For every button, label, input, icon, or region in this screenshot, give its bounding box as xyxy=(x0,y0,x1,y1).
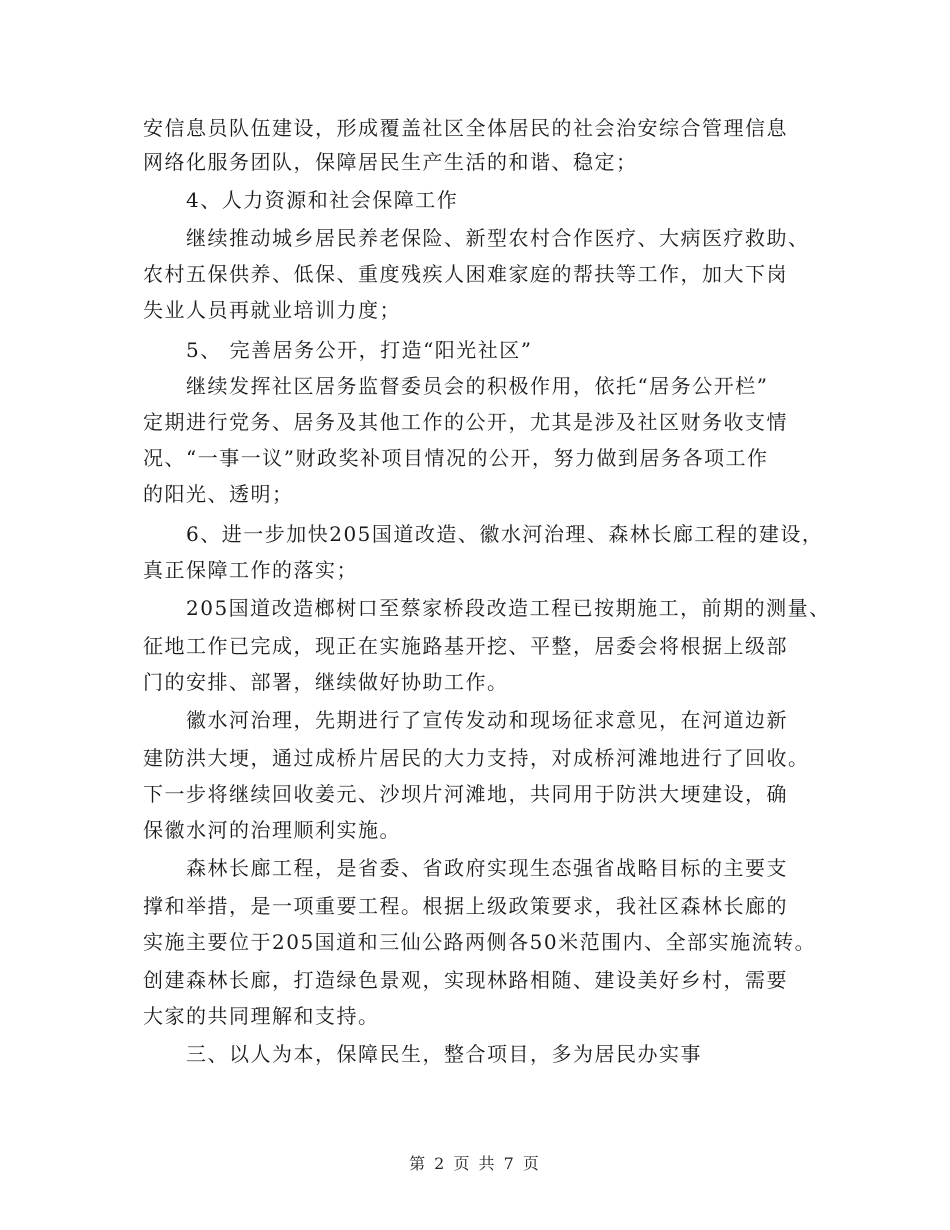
body-line-18: 建防洪大埂，通过成桥片居民的大力支持，对成桥河滩地进行了回收。 xyxy=(143,746,810,770)
body-line-4: 继续推动城乡居民养老保险、新型农村合作医疗、大病医疗救助、 xyxy=(186,226,810,250)
body-line-17: 徽水河治理，先期进行了宣传发动和现场征求意见，在河道边新 xyxy=(186,708,788,732)
body-line-2: 网络化服务团队，保障居民生产生活的和谐、稳定； xyxy=(143,150,638,174)
body-line-5: 农村五保供养、低保、重度残疾人困难家庭的帮扶等工作，加大下岗 xyxy=(143,262,788,286)
body-line-6: 失业人员再就业培训力度； xyxy=(143,298,401,322)
body-line-16: 门的安排、部署，继续做好协助工作。 xyxy=(143,670,509,694)
body-line-24: 创建森林长廊，打造绿色景观，实现林路相随、建设美好乡村，需要 xyxy=(143,968,788,992)
body-line-19: 下一步将继续回收姜元、沙坝片河滩地，共同用于防洪大埂建设，确 xyxy=(143,782,788,806)
page-number-footer: 第 2 页 共 7 页 xyxy=(409,1154,541,1173)
section-heading-5: 5、 完善居务公开，打造“阳光社区” xyxy=(186,338,533,362)
body-line-9: 定期进行党务、居务及其他工作的公开，尤其是涉及社区财务收支情 xyxy=(143,410,788,434)
body-line-20: 保徽水河的治理顺利实施。 xyxy=(143,818,401,842)
body-line-22: 撑和举措，是一项重要工程。根据上级政策要求，我社区森林长廊的 xyxy=(143,894,788,918)
body-line-23: 实施主要位于205国道和三仙公路两侧各50米范围内、全部实施流转。 xyxy=(143,930,817,954)
body-line-10: 况、“一事一议”财政奖补项目情况的公开，努力做到居务各项工作 xyxy=(143,446,769,470)
body-line-11: 的阳光、透明； xyxy=(143,482,294,506)
body-line-13: 真正保障工作的落实； xyxy=(143,558,358,582)
body-line-21: 森林长廊工程，是省委、省政府实现生态强省战略目标的主要支 xyxy=(186,856,788,880)
body-line-15: 征地工作已完成，现正在实施路基开挖、平整，居委会将根据上级部 xyxy=(143,634,788,658)
section-heading-4: 4、人力资源和社会保障工作 xyxy=(186,188,459,212)
body-line-14: 205国道改造榔树口至蔡家桥段改造工程已按期施工，前期的测量、 xyxy=(186,596,831,620)
section-heading-three: 三、以人为本，保障民生，整合项目，多为居民办实事 xyxy=(186,1042,702,1066)
body-line-25: 大家的共同理解和支持。 xyxy=(143,1004,380,1028)
section-heading-6: 6、进一步加快205国道改造、徽水河治理、森林长廊工程的建设， xyxy=(186,522,824,546)
body-line-1: 安信息员队伍建设，形成覆盖社区全体居民的社会治安综合管理信息 xyxy=(143,116,788,140)
body-line-8: 继续发挥社区居务监督委员会的积极作用，依托“居务公开栏” xyxy=(186,374,769,398)
